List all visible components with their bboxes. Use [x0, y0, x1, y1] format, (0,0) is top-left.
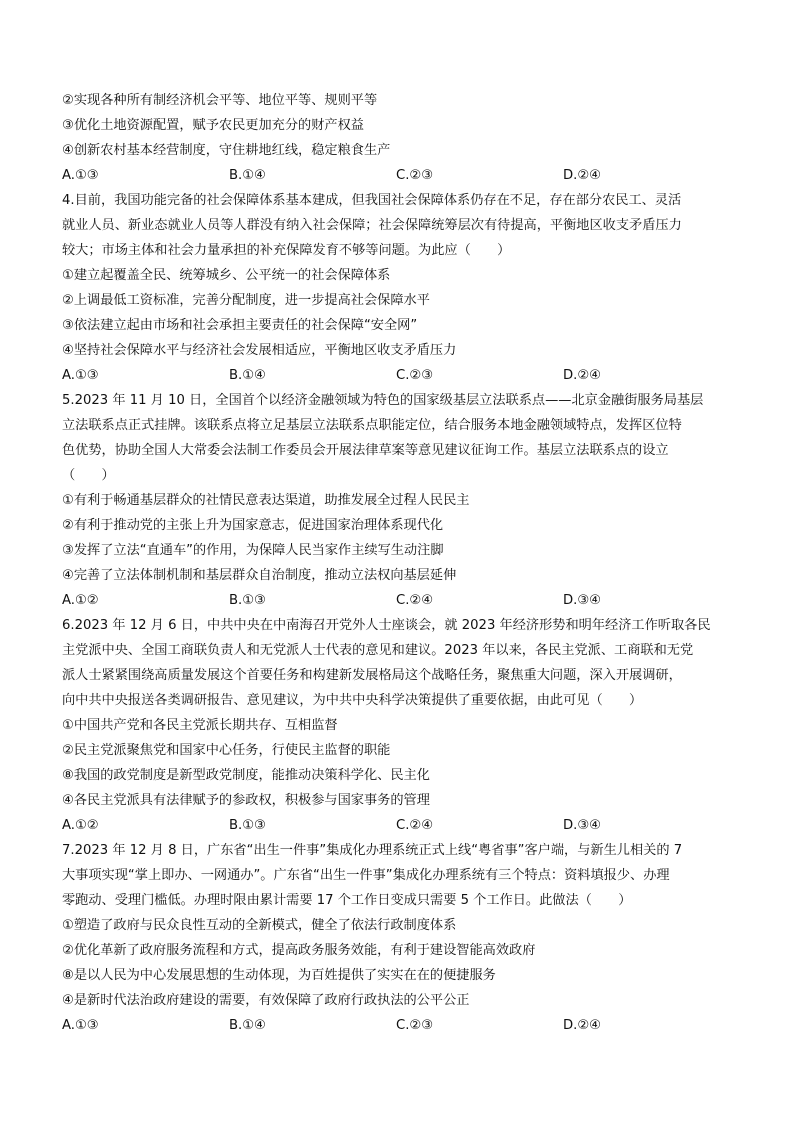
q4-stem-line: 就业人员、新业态就业人员等人群没有纳入社会保障；社会保障统筹层次有待提高，平衡地区收支矛盾压力: [62, 218, 682, 233]
q7-option-d[interactable]: D.②④: [563, 1018, 601, 1033]
q3-options: [62, 163, 732, 188]
q4-item-1: ①建立起覆盖全民、统筹城乡、公平统一的社会保障体系: [62, 268, 391, 283]
q3-item-4: ④创新农村基本经营制度，守住耕地红线，稳定粮食生产: [62, 143, 391, 158]
q4-option-b[interactable]: B.①④: [229, 368, 266, 383]
q4-item-4: ④坚持社会保障水平与经济社会发展相适应，平衡地区收支矛盾压力: [62, 343, 457, 358]
q6-option-b[interactable]: B.①③: [229, 818, 266, 833]
q6-option-a[interactable]: A.①②: [62, 818, 99, 833]
q5-stem-line: 色优势，协助全国人大常委会法制工作委员会开展法律草案等意见建议征询工作。基层立法联系点的设立: [62, 443, 669, 458]
question-6: [62, 613, 732, 838]
q3-option-d[interactable]: D.②④: [563, 168, 601, 183]
q7-options: [62, 1013, 732, 1038]
q5-stem-line: 5.2023 年 11 月 10 日，全国首个以经济金融领域为特色的国家级基层立法联系点——北京金融街服务局基层: [62, 393, 704, 408]
q3-item-2: ②实现各种所有制经济机会平等、地位平等、规则平等: [62, 93, 378, 108]
q4-stem-line: 较大；市场主体和社会力量承担的补充保障发育不够等问题。为此应（ ）: [62, 243, 511, 258]
q4-options: [62, 363, 732, 388]
q7-stem-line: 大事项实现“掌上即办、一网通办”。广东省“出生一件事”集成化办理系统有三个特点：资料填报少、办理: [62, 868, 670, 883]
question-4: [62, 188, 732, 388]
q3-item-3: ③优化土地资源配置，赋予农民更加充分的财产权益: [62, 118, 364, 133]
q4-stem-line: 4.目前，我国功能完备的社会保障体系基本建成，但我国社会保障体系仍存在不足，存在部分农民工、灵活: [62, 193, 682, 208]
q5-stem-line: （ ）: [62, 468, 115, 483]
q6-option-d[interactable]: D.③④: [563, 818, 601, 833]
q6-options: [62, 813, 732, 838]
q7-item-4: ④是新时代法治政府建设的需要，有效保障了政府行政执法的公平公正: [62, 993, 470, 1008]
q5-option-c[interactable]: C.②④: [396, 593, 434, 608]
q6-item-2: ②民主党派聚焦党和国家中心任务，行使民主监督的职能: [62, 743, 391, 758]
q5-item-2: ②有利于推动党的主张上升为国家意志，促进国家治理体系现代化: [62, 518, 444, 533]
q4-option-d[interactable]: D.②④: [563, 368, 601, 383]
question-3-tail: [62, 88, 732, 188]
q5-option-a[interactable]: A.①②: [62, 593, 99, 608]
q3-option-b[interactable]: B.①④: [229, 168, 266, 183]
q4-option-c[interactable]: C.②③: [396, 368, 434, 383]
q6-item-1: ①中国共产党和各民主党派长期共存、互相监督: [62, 718, 338, 733]
q6-stem-line: 向中共中央报送各类调研报告、意见建议，为中共中央科学决策提供了重要依据，由此可见（ ）: [62, 693, 643, 708]
q7-option-c[interactable]: C.②③: [396, 1018, 434, 1033]
q4-option-a[interactable]: A.①③: [62, 368, 99, 383]
q5-options: [62, 588, 732, 613]
q6-stem-line: 派人士紧紧围绕高质量发展这个首要任务和构建新发展格局这个战略任务，聚焦重大问题，深入开展调研，: [62, 668, 682, 683]
q6-item-3: ⑧我国的政党制度是新型政党制度，能推动决策科学化、民主化: [62, 768, 430, 783]
q7-stem-line: 零跑动、受理门槛低。办理时限由累计需要 17 个工作日变成只需要 5 个工作日。此做法（ ）: [62, 893, 632, 908]
q7-item-1: ①塑造了政府与民众良性互动的全新模式，健全了依法行政制度体系: [62, 918, 457, 933]
q5-item-1: ①有利于畅通基层群众的社情民意表达渠道，助推发展全过程人民民主: [62, 493, 470, 508]
q5-option-b[interactable]: B.①③: [229, 593, 266, 608]
q6-stem-line: 6.2023 年 12 月 6 日，中共中央在中南海召开党外人士座谈会，就 2023 年经济形势和明年经济工作听取各民: [62, 618, 711, 633]
q5-item-4: ④完善了立法体制机制和基层群众自治制度，推动立法权向基层延伸: [62, 568, 457, 583]
q6-stem-line: 主党派中央、全国工商联负责人和无党派人士代表的意见和建议。2023 年以来，各民主党派、工商联和无党: [62, 643, 694, 658]
q7-stem-line: 7.2023 年 12 月 8 日，广东省“出生一件事”集成化办理系统正式上线“粤省事”客户端，与新生儿相关的 7: [62, 843, 683, 858]
q3-option-c[interactable]: C.②③: [396, 168, 434, 183]
exam-page: [62, 88, 732, 1038]
q7-option-b[interactable]: B.①④: [229, 1018, 266, 1033]
q5-item-3: ③发挥了立法“直通车”的作用，为保障人民当家作主续写生动注脚: [62, 543, 444, 558]
q5-stem-line: 立法联系点正式挂牌。该联系点将立足基层立法联系点职能定位，结合服务本地金融领域特点，发挥区位特: [62, 418, 682, 433]
q6-option-c[interactable]: C.②④: [396, 818, 434, 833]
q3-option-a[interactable]: A.①③: [62, 168, 99, 183]
q7-option-a[interactable]: A.①③: [62, 1018, 99, 1033]
q4-item-2: ②上调最低工资标准，完善分配制度，进一步提高社会保障水平: [62, 293, 430, 308]
q6-item-4: ④各民主党派具有法律赋予的参政权，积极参与国家事务的管理: [62, 793, 430, 808]
q4-item-3: ③依法建立起由市场和社会承担主要责任的社会保障“安全网”: [62, 318, 418, 333]
question-5: [62, 388, 732, 613]
q5-option-d[interactable]: D.③④: [563, 593, 601, 608]
q7-item-2: ②优化革新了政府服务流程和方式，提高政务服务效能，有利于建设智能高效政府: [62, 943, 536, 958]
question-7: [62, 838, 732, 1038]
q7-item-3: ⑧是以人民为中心发展思想的生动体现，为百姓提供了实实在在的便捷服务: [62, 968, 496, 983]
